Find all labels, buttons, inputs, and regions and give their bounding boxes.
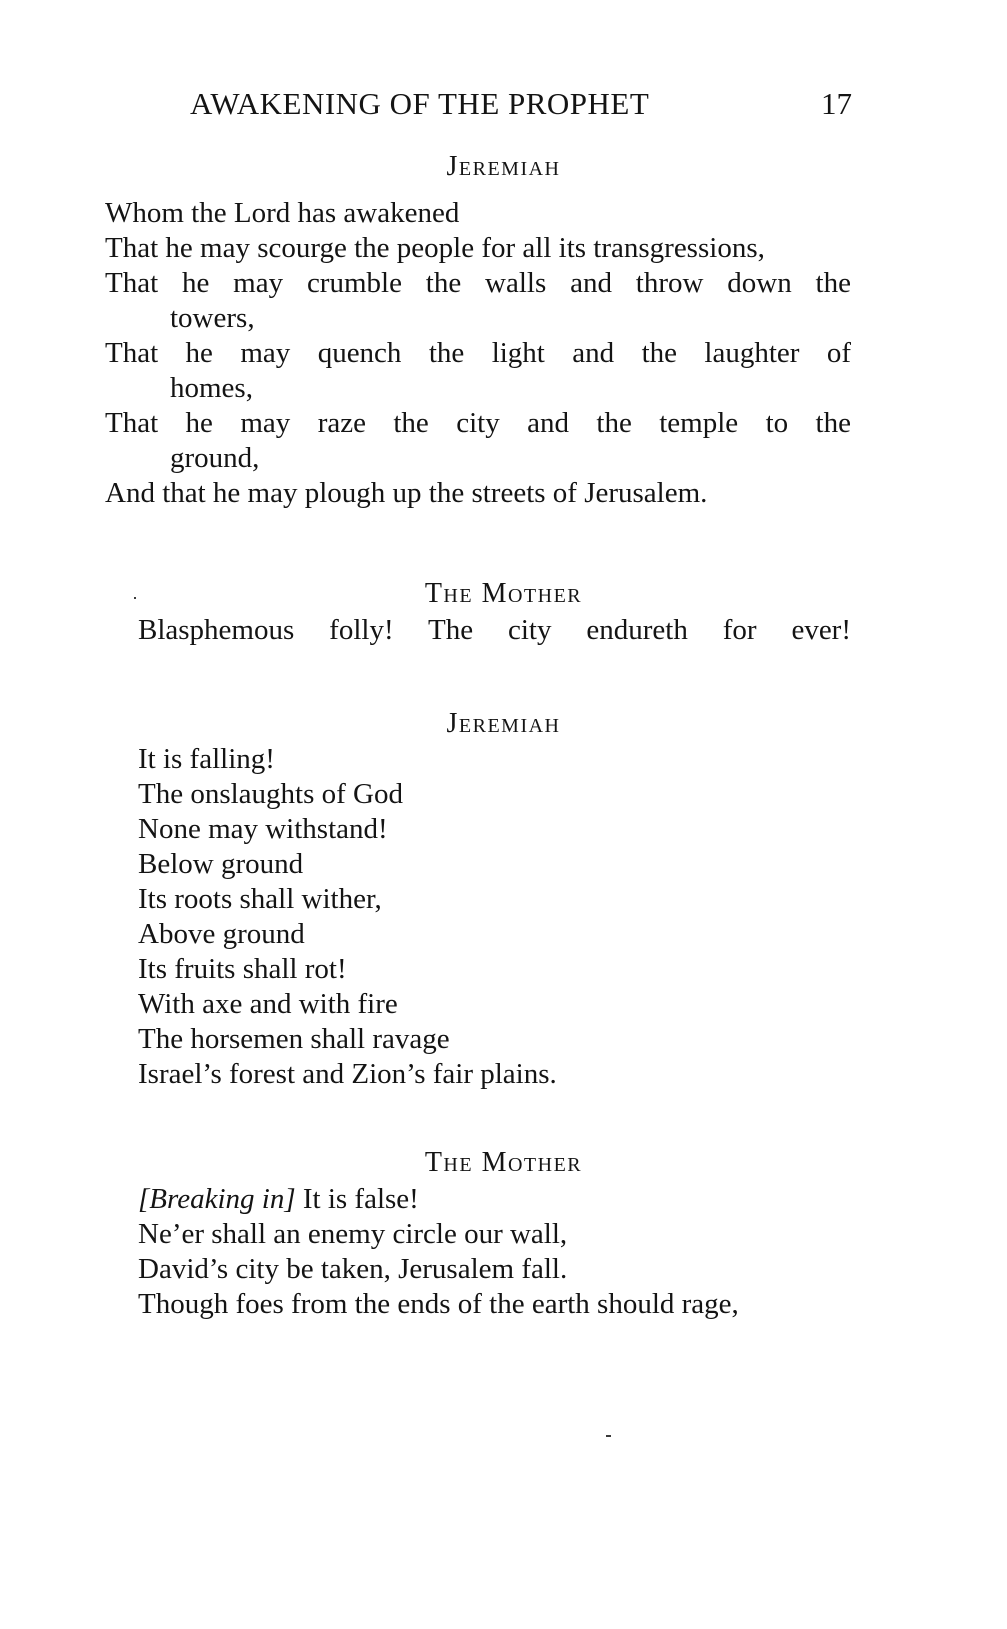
verse-line: Israel’s forest and Zion’s fair plains. [138,1058,557,1090]
speaker-heading: Jeremiah [446,708,561,739]
running-title: AWAKENING OF THE PROPHET [190,86,650,121]
verse-line: And that he may plough up the streets of Jerusalem. [105,477,708,509]
stage-direction: [Breaking in] [138,1183,296,1215]
verse-stanza [138,613,851,648]
verse-line: It is falling! [138,743,275,775]
verse-line: That he may quench the light and the laughter of [105,337,851,369]
verse-line: Whom the Lord has awakened [105,197,460,229]
verse-line: Its roots shall wither, [138,883,382,915]
verse-line: Above ground [138,918,305,950]
verse-line: With axe and with fire [138,988,398,1020]
verse-stanza [105,196,851,511]
verse-line: The horsemen shall ravage [138,1023,450,1055]
verse-line-turnover: homes, [170,372,253,404]
verse-line: None may withstand! [138,813,388,845]
speaker-heading: The Mother [424,1147,583,1178]
verse-line: The onslaughts of God [138,778,403,810]
verse-line: David’s city be taken, Jerusalem fall. [138,1253,568,1285]
verse-line [138,1182,851,1217]
verse-line: Below ground [138,848,304,880]
verse-line: That he may scourge the people for all its transgressions, [105,232,765,264]
verse-line-turnover: towers, [170,302,255,334]
verse-line: Ne’er shall an enemy circle our wall, [138,1218,568,1250]
verse-line-text: It is false! [302,1183,419,1215]
verse-stanza [138,1182,851,1322]
scan-speck [606,1435,611,1437]
verse-line: Blasphemous folly! The city endureth for ever! [138,614,851,646]
running-head [190,86,852,126]
verse-line: Its fruits shall rot! [138,953,347,985]
verse-line: Though foes from the ends of the earth should rage, [138,1288,739,1320]
speaker-heading: Jeremiah [446,151,561,182]
page-number: 17 [821,86,852,121]
verse-line: That he may crumble the walls and throw down the [105,267,851,299]
speaker-heading: The Mother [424,578,583,609]
verse-stanza [138,742,851,1092]
verse-line: That he may raze the city and the temple to the [105,407,851,439]
scan-speck [134,597,136,599]
verse-line-turnover: ground, [170,442,260,474]
